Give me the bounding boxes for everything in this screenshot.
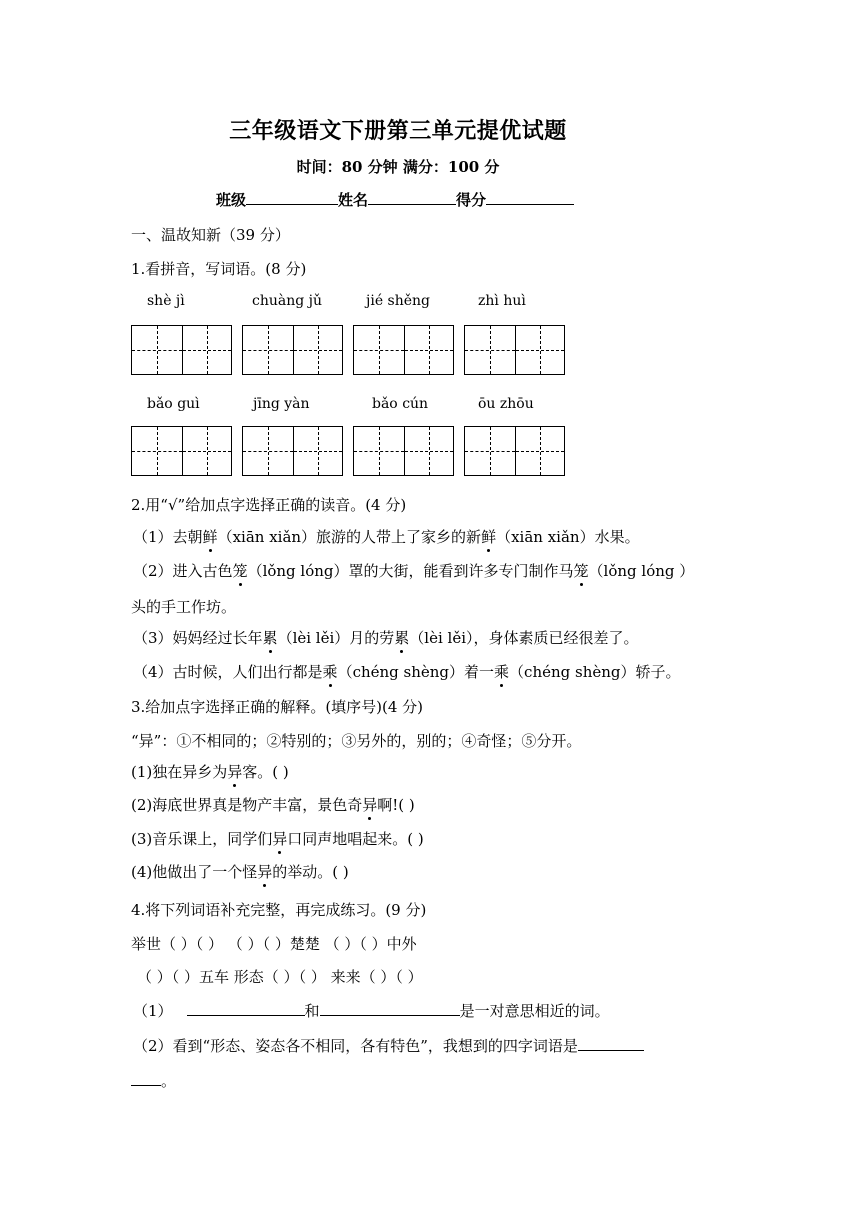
exam-meta: 时间：80 分钟 满分：100 分 [296,158,500,176]
class-label: 班级 [216,191,247,209]
writing-grid[interactable] [464,325,565,375]
q2-item-3: （3）妈妈经过长年累（lèi lěi）月的劳累（lèi lěi），身体素质已经很差了。 [133,629,639,647]
q4-heading: 4.将下列词语补充完整，再完成练习。(9 分) [131,901,427,919]
pinyin-6: jīng yàn [253,396,310,412]
score-blank[interactable] [486,190,574,205]
q2-item-4: （4）古时候，人们出行都是乘（chéng shèng）着一乘（chéng shèng）轿子。 [133,663,681,681]
q4-words-row-1: 举世（ ）（ ） （ ）（ ）楚楚 （ ）（ ）中外 [131,935,417,953]
q4-part-2-cont: 。 [131,1071,176,1091]
answer-blank[interactable] [187,1001,305,1016]
student-info-line [216,189,574,210]
writing-grid[interactable] [131,325,232,375]
pinyin-1: shè jì [147,293,185,309]
q4-words-row-2: （ ）（ ）五车 形态（ ）（ ） 来来（ ）（ ） [137,968,423,986]
q3-item-4: (4)他做出了一个怪异的举动。( ) [131,863,349,881]
class-blank[interactable] [246,190,338,205]
q2-item-1: （1）去朝鲜（xiān xiǎn）旅游的人带上了家乡的新鲜（xiān xiǎn）水果。 [133,528,640,546]
pinyin-7: bǎo cún [372,396,429,412]
writing-grid[interactable] [131,426,232,476]
writing-grid[interactable] [464,426,565,476]
answer-blank[interactable] [578,1036,644,1051]
answer-blank[interactable] [131,1071,161,1086]
q3-item-1: (1)独在异乡为异客。( ) [131,763,289,781]
score-label: 得分 [456,191,487,209]
q3-item-3: (3)音乐课上，同学们异口同声地唱起来。( ) [131,830,424,848]
writing-grid[interactable] [353,426,454,476]
page-title: 三年级语文下册第三单元提优试题 [229,118,567,144]
q4-part-2: （2）看到“形态、姿态各不相同，各有特色”，我想到的四字词语是 [133,1036,644,1056]
pinyin-5: bǎo guì [147,396,200,412]
pinyin-3: jié shěng [366,293,431,309]
q3-item-2: (2)海底世界真是物产丰富，景色奇异啊!( ) [131,796,415,814]
name-blank[interactable] [368,190,456,205]
name-label: 姓名 [338,191,369,209]
pinyin-2: chuàng jǔ [252,293,323,309]
writing-grid[interactable] [242,426,343,476]
q1-heading: 1.看拼音，写词语。(8 分) [131,260,307,278]
q2-heading: 2.用“√”给加点字选择正确的读音。(4 分) [131,496,407,514]
answer-blank[interactable] [320,1001,460,1016]
pinyin-4: zhì huì [478,293,526,309]
q3-definition: “异”：①不相同的；②特别的；③另外的，别的；④奇怪；⑤分开。 [131,732,582,750]
q3-heading: 3.给加点字选择正确的解释。(填序号)(4 分) [131,698,424,716]
pinyin-8: ōu zhōu [478,396,534,412]
writing-grid[interactable] [353,325,454,375]
q2-item-2-cont: 头的手工作坊。 [131,598,237,616]
section-heading: 一、温故知新（39 分） [131,226,290,244]
q2-item-2: （2）进入古色笼（lǒng lóng）罩的大街，能看到许多专门制作马笼（lǒng lóng ） [133,562,695,580]
writing-grid[interactable] [242,325,343,375]
q4-part-1: （1） 和 是一对意思相近的词。 [133,1002,610,1020]
